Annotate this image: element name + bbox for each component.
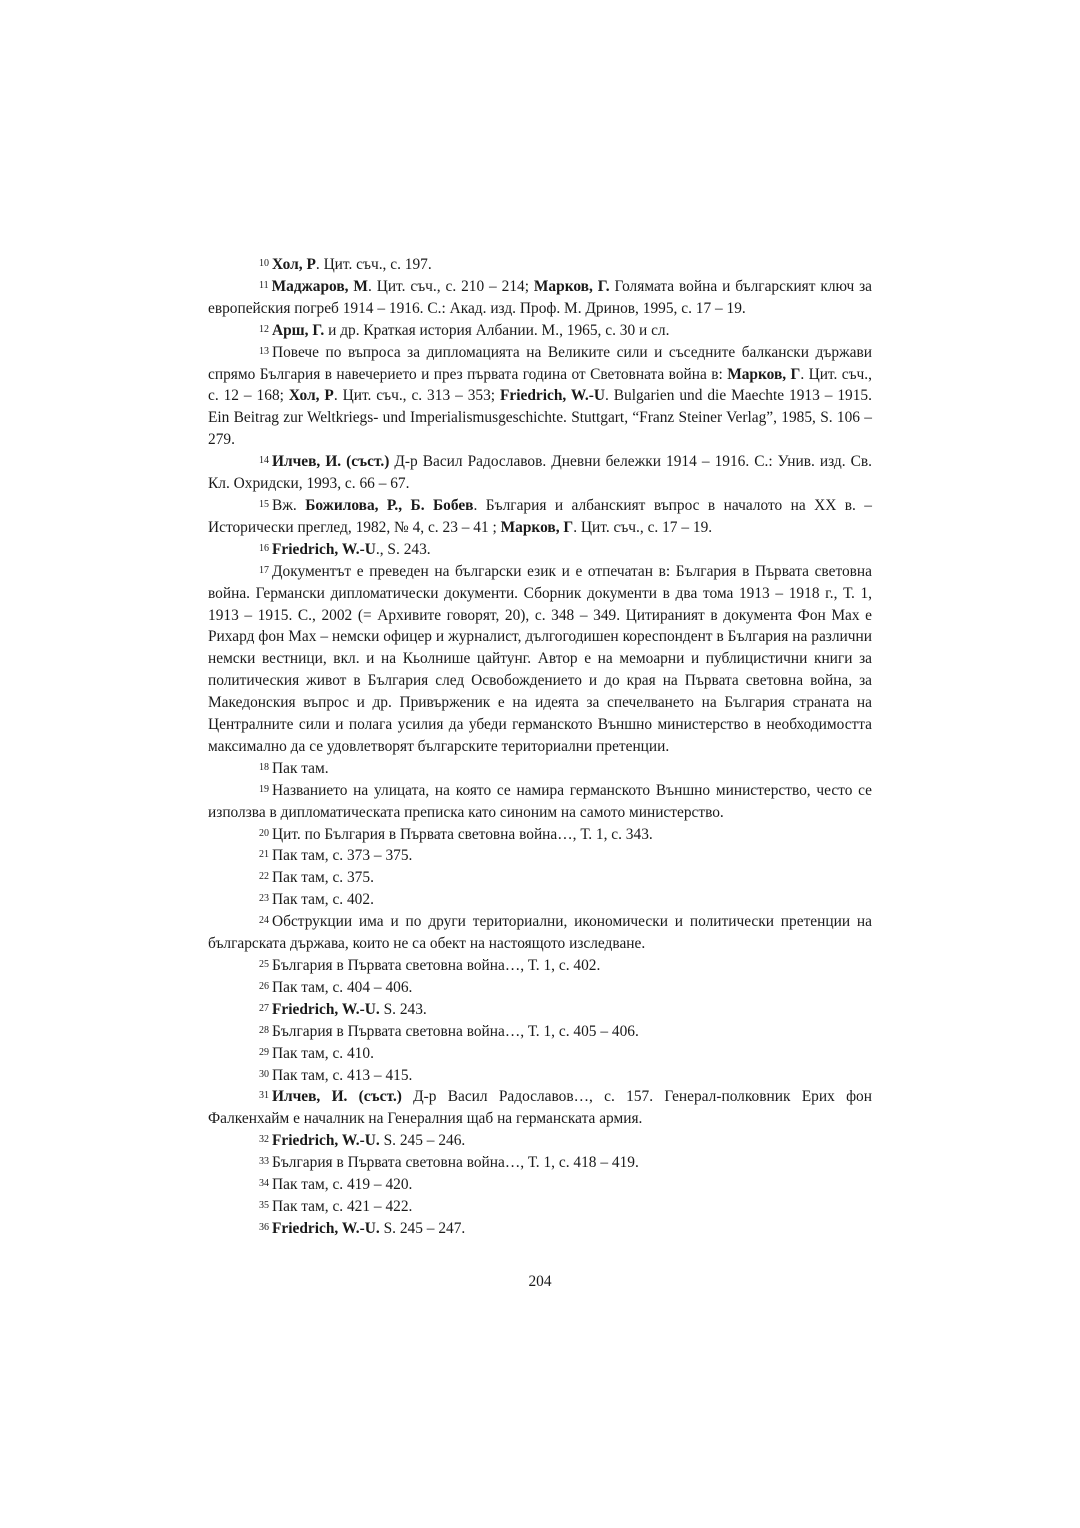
footnote-35 [208,1196,872,1218]
footnote-text: Голямата война и българският ключ за европейския погреб 1914 – 1916. С.: Акад. изд. Проф. М. Дринов, 1995, с. 17 – 19. [208,277,872,317]
author-name: Илчев, И. (съст.) [272,453,390,471]
footnote-21 [208,845,872,867]
footnote-text: Документът е преведен на български език и е отпечатан в: България в Първата световна война. Германски дипломатически документи. Сборник документи в два тома 1913 – 1918 г., Т. 1, 1913 – 1915. С., 2002 (= Архивите говорят, 20), с. 348 – 349. Цитираният в документа Фон Мах е Рихард фон Мах – немски офицер и журналист, дългогодишен кореспондент в България на различни немски вестници, вкл. и на Кьолнише цайтунг. Автор е на мемоарни и публицистични книги за политическия живот в България след Освобождението и до края на Първата световна война, за Македонския въпрос и др. Привърженик е на идеята за спечелването на България страната на Централните сили и полага усилия да убеди германското Външно министерство в необходимостта максимално да се удовлетворят българските териториални претенции. [208,562,872,755]
footnote-14 [208,451,872,495]
footnote-30 [208,1065,872,1087]
footnote-16 [208,539,872,561]
footnote-number: 24 [259,915,269,927]
footnote-number: 28 [259,1024,269,1036]
footnote-number: 34 [259,1178,269,1190]
footnote-10 [208,254,872,276]
footnote-12 [208,320,872,342]
footnote-25 [208,955,872,977]
author-name: Арш, Г. [272,321,325,339]
footnotes-list [208,254,872,1240]
footnote-number: 27 [259,1002,269,1014]
footnote-number: 16 [259,542,269,554]
footnote-number: 12 [259,323,269,335]
footnote-number: 32 [259,1134,269,1146]
footnote-text: Обструкции има и по други териториални, икономически и политически претенции на българската държава, които не са обект на настоящото изследване. [208,913,872,953]
footnote-text: . Цит. съч., с. 197. [315,256,432,273]
footnote-number: 22 [259,871,269,883]
footnote-20 [208,824,872,846]
footnote-number: 14 [259,455,269,467]
author-name: Friedrich, W.-U. [272,1132,380,1150]
footnote-text: . България и албанският въпрос в началото на ХХ в. – Исторически преглед, 1982, № 4, с. 23 – 41 ; [208,496,872,536]
footnote-text: Пак там, с. 404 – 406. [272,978,413,996]
author-name: Марков, Г [727,365,801,383]
footnote-text: Д-р Васил Радославов. Дневни бележки 1914 – 1916. С.: Унив. изд. Св. Кл. Охридски, 1993, с. 66 – 67. [208,453,872,493]
footnote-36 [208,1218,872,1240]
footnote-27 [208,999,872,1021]
footnote-19 [208,780,872,824]
footnote-text: Цит. по България в Първата световна война…, Т. 1, с. 343. [272,825,653,843]
footnote-number: 20 [259,827,269,839]
footnote-text: България в Първата световна война…, Т. 1, с. 405 – 406. [272,1022,639,1040]
footnote-number: 13 [259,345,269,357]
footnote-number: 31 [259,1090,269,1102]
author-name: Friedrich, W.-U. [272,1000,380,1018]
footnote-text: Повече по въпроса за дипломацията на Великите сили и съседните балкански държави спрямо България в навечерието и през първата година от Световната война в: [208,343,872,383]
footnote-text: . Bulgarien und die Maechte 1913 – 1915. Ein Beitrag zur Weltkriegs- und Imperialismusgeschichte. Stuttgart, “Franz Steiner Verlag”, 1985, S. 106 – 279. [208,387,872,449]
footnote-text: Пак там, с. 413 – 415. [272,1066,413,1084]
footnote-number: 35 [259,1199,269,1211]
footnote-text: S. 245 – 246. [379,1132,466,1150]
footnote-text: S. 245 – 247. [379,1219,466,1237]
footnote-text: . Цит. съч., с. 12 – 168; [208,365,872,405]
footnote-number: 30 [259,1068,269,1080]
author-name: Марков, Г. [533,277,610,295]
footnote-text: S. 243. [379,1000,427,1018]
footnote-number: 33 [259,1156,269,1168]
footnote-text: Названието на улицата, на която се намира германското Външно министерство, често се използва в дипломатическата преписка като синоним на самото министерство. [208,781,872,821]
footnote-text: Пак там, с. 373 – 375. [272,847,413,865]
footnote-text: . Цит. съч., с. 210 – 214; [367,277,534,295]
footnote-text: и др. Краткая история Албании. М., 1965, с. 30 и сл. [324,321,670,339]
footnote-text: Д-р Васил Радославов…, с. 157. Генерал-полковник Ерих фон Фалкенхайм е началник на Генералния щаб на германската армия. [208,1088,872,1128]
footnote-text: Вж. [272,496,306,514]
footnote-text: Пак там, с. 402. [272,891,374,909]
footnote-11 [208,276,872,320]
footnote-34 [208,1174,872,1196]
author-name: Friedrich, W.-U [499,387,605,405]
author-name: Хол, Р [272,256,316,273]
footnote-text: Пак там, с. 375. [272,869,374,887]
footnote-text: Пак там. [272,759,329,777]
author-name: Илчев, И. (съст.) [272,1088,402,1106]
author-name: Friedrich, W.-U [272,540,376,558]
footnote-23 [208,889,872,911]
author-name: Марков, Г [500,518,574,536]
footnote-number: 11 [259,279,269,291]
footnote-17 [208,561,872,758]
footnote-text: България в Първата световна война…, Т. 1, с. 402. [272,957,601,974]
footnote-number: 29 [259,1046,269,1058]
footnote-32 [208,1130,872,1152]
footnote-28 [208,1021,872,1043]
footnote-text: Пак там, с. 421 – 422. [272,1197,413,1215]
footnote-text: ., S. 243. [375,540,431,558]
footnote-26 [208,977,872,999]
footnote-number: 23 [259,893,269,905]
footnote-number: 10 [259,258,269,269]
footnote-number: 19 [259,783,269,795]
author-name: Маджаров, М [271,277,368,295]
footnote-text: Пак там, с. 419 – 420. [272,1176,413,1194]
footnote-text: . Цит. съч., с. 313 – 353; [333,387,500,405]
footnote-text: България в Първата световна война…, Т. 1, с. 418 – 419. [272,1154,639,1172]
footnote-number: 25 [259,959,269,970]
footnote-24 [208,911,872,955]
footnote-33 [208,1152,872,1174]
footnote-29 [208,1043,872,1065]
footnote-number: 17 [259,564,269,576]
footnote-13 [208,342,872,452]
author-name: Friedrich, W.-U. [272,1219,380,1237]
footnote-number: 18 [259,761,269,773]
footnote-22 [208,867,872,889]
footnote-number: 36 [259,1221,269,1233]
footnote-number: 15 [259,498,269,510]
footnote-18 [208,758,872,780]
footnote-text: . Цит. съч., с. 17 – 19. [573,518,713,536]
footnote-number: 21 [259,849,269,861]
footnote-15 [208,495,872,539]
footnote-number: 26 [259,980,269,992]
footnote-text: Пак там, с. 410. [272,1044,374,1062]
author-name: Божилова, Р., Б. Бобев [305,496,474,514]
author-name: Хол, Р [288,387,334,405]
footnote-31 [208,1086,872,1130]
page-number: 204 [528,1273,552,1290]
